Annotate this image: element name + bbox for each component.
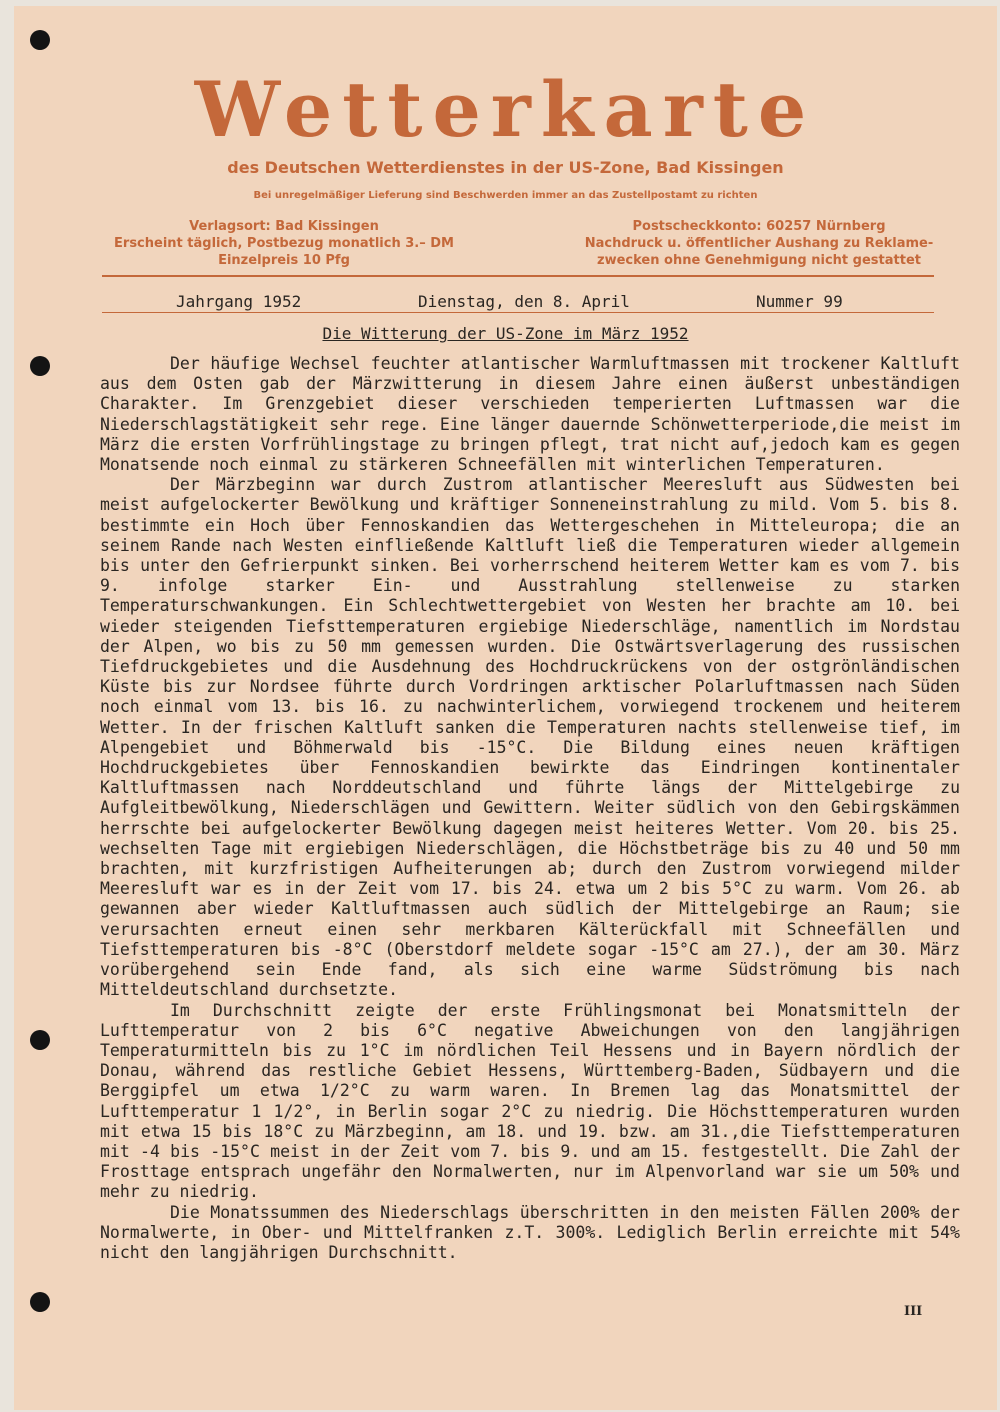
newspaper-page (14, 6, 997, 1410)
issue-divider (102, 312, 934, 313)
account-info (574, 218, 944, 269)
article-headline: Die Witterung der US-Zone im März 1952 (322, 324, 689, 343)
issue-number: Nummer 99 (756, 292, 843, 311)
issue-volume: Jahrgang 1952 (176, 292, 302, 311)
header-divider (102, 275, 934, 277)
reprint-notice-1: Nachdruck u. öffentlicher Aushang zu Reklame- (584, 236, 934, 251)
article-paragraph: Die Monatssummen des Niederschlags überschritten in den meisten Fällen 200% der Normalwerte, in Ober- und Mittelfranken z.T. 300%. Lediglich Berlin erreichte mit 54% nicht den langjährigen Durchschnitt. (100, 1202, 960, 1262)
punch-hole (30, 1030, 50, 1050)
reprint-notice-2: zwecken ohne Genehmigung nicht gestattet (597, 253, 921, 268)
masthead-title: Wetterkarte (194, 65, 817, 154)
issue-date: Dienstag, den 8. April (418, 292, 630, 311)
punch-hole (30, 1292, 50, 1312)
masthead-subtitle: des Deutschen Wetterdienstes in der US-Zone, Bad Kissingen (227, 158, 784, 177)
delivery-notice: Bei unregelmäßiger Lieferung sind Beschwerden immer an das Zustellpostamt zu richten (253, 190, 758, 201)
punch-hole (30, 30, 50, 50)
issue-line (102, 292, 934, 314)
article-paragraph: Der häufige Wechsel feuchter atlantischer Warmluftmassen mit trockener Kaltluft aus dem Osten gab der Märzwitterung in diesem Jahre einen äußerst unbeständigen Charakter. Im Grenzgebiet dieser verschieden temperierten Luftmassen war die Niederschlagstätigkeit sehr rege. Eine länger dauernde Schönwetterperiode,die meist im März die ersten Vorfrühlingstage zu bringen pflegt, trat nicht auf,jedoch kam es gegen Monatsende noch einmal zu stärkeren Schneefällen mit winterlichen Temperaturen. (100, 354, 960, 475)
postal-account: Postscheckkonto: 60257 Nürnberg (632, 219, 886, 234)
publisher-info (109, 218, 459, 269)
article-body (100, 354, 960, 1263)
publisher-subscription: Erscheint täglich, Postbezug monatlich 3.– DM (114, 236, 454, 251)
publisher-place: Verlagsort: Bad Kissingen (189, 219, 379, 234)
article-paragraph: Im Durchschnitt zeigte der erste Frühlingsmonat bei Monatsmitteln der Lufttemperatur von 2 bis 6°C negative Abweichungen von den langjährigen Temperaturmitteln bis zu 1°C im nördlichen Teil Hessens und in Bayern nördlich der Donau, während das restliche Gebiet Hessens, Württemberg-Baden, Südbayern und die Berggipfel um etwa 1/2°C zu warm waren. In Bremen lag das Monatsmittel der Lufttemperatur 1 1/2°, in Berlin sogar 2°C zu niedrig. Die Höchsttemperaturen wurden mit etwa 15 bis 18°C zu Märzbeginn, am 18. und 19. bzw. am 31.,die Tiefsttemperaturen mit -4 bis -15°C meist in der Zeit vom 7. bis 9. und am 15. festgestellt. Die Zahl der Frosttage entsprach ungefähr den Normalwerten, nur im Alpenvorland war sie um 50% und mehr zu niedrig. (100, 1000, 960, 1202)
punch-hole (30, 356, 50, 376)
page-mark: III (904, 1304, 923, 1319)
article-paragraph: Der Märzbeginn war durch Zustrom atlantischer Meeresluft aus Südwesten bei meist aufgelockerter Bewölkung und kräftiger Sonneneinstrahlung zu mild. Vom 5. bis 8. bestimmte ein Hoch über Fennoskandien das Wettergeschehen in Mitteleuropa; die an seinem Rande nach Westen einfließende Kaltluft ließ die Temperaturen wieder allgemein bis unter den Gefrierpunkt sinken. Bei vorherrschend heiterem Wetter kam es vom 7. bis 9. infolge starker Ein- und Ausstrahlung stellenweise zu starken Temperaturschwankungen. Ein Schlechtwettergebiet von Westen her brachte am 10. bei wieder steigenden Tiefsttemperaturen ergiebige Niederschläge, namentlich im Nordstau der Alpen, wo bis zu 50 mm gemessen wurden. Die Ostwärtsverlagerung des russischen Tiefdruckgebietes und die Ausdehnung des Hochdruckrückens von der ostgrönländischen Küste bis zur Nordsee führte durch Vordringen arktischer Polarluftmassen nach Süden noch einmal vom 13. bis 16. zu nachwinterlichem, vorwiegend trockenem und heiterem Wetter. In der frischen Kaltluft sanken die Temperaturen nachts stellenweise tief, im Alpengebiet und Böhmerwald bis -15°C. Die Bildung eines neuen kräftigen Hochdruckgebietes über Fennoskandien bewirkte das Eindringen kontinentaler Kaltluftmassen nach Norddeutschland und führte längs der Mittelgebirge zu Aufgleitbewölkung, Niederschlägen und Gewittern. Weiter südlich von den Gebirgskämmen herrschte bei aufgelockerter Bewölkung dagegen meist heiteres Wetter. Vom 20. bis 25. wechselten Tage mit ergiebigen Niederschlägen, die Höchstbeträge bis zu 40 und 50 mm brachten, mit kurzfristigen Aufheiterungen ab; durch den Zustrom vorwiegend milder Meeresluft war es in der Zeit vom 17. bis 24. etwa um 2 bis 5°C zu warm. Vom 26. ab gewannen aber wieder Kaltluftmassen auch südlich der Mittelgebirge an Raum; sie verursachten erneut einen sehr merkbaren Kälterückfall mit Schneefällen und Tiefsttemperaturen bis -8°C (Oberstdorf meldete sogar -15°C am 27.), der am 30. März vorübergehend sein Ende fand, als sich eine warme Südströmung bis nach Mitteldeutschland durchsetzte. (100, 475, 960, 1000)
publisher-price: Einzelpreis 10 Pfg (218, 253, 350, 268)
